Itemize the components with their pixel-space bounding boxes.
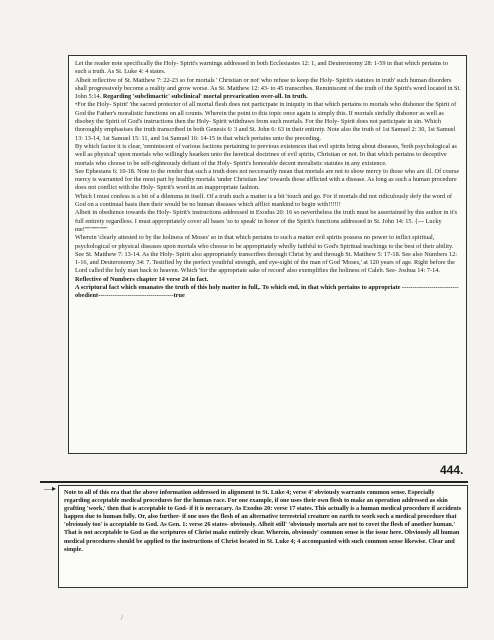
- footnote-text: Note to all of this era that the above information addressed in alignment to St. Luke 4; verse 4' obviously warrants common sense. Especially regarding acceptable medical procedures for the human race. For one example, if one uses their own flesh to make an operation addressed as skin grafting 'work,' then that is acceptable to God- if it is neccacary. As Exodus 20: verse 17 states. This actually is a human medical procedure if accidents happen due to human folly. Or, also further- if one uses the flesh of an alternative terrestrial creature on earth to work such a medical procedure that 'obviously too' is acceptable to God. As Gen. 1: verse 26 states- obviously. Albeit still' 'obviously mortals are not to covet the flesh of another human.' That is not acceptable to God as the scriptures of Christ make entirely clear. Wherein, obviously' common sense is the issue here. Obviously all human medical procedures should be applied to the instructions of Christ located in St. Luke 4; 4 accompanied with such common sense likewise. Clear and simple.: [64, 489, 462, 553]
- footnote-arrow-icon: —▸: [44, 484, 57, 493]
- footnote-rule: [40, 481, 468, 483]
- paragraph-3: •For the Holy- Spirit' 'the sacred protector of all mortal flesh does not participate in iniquity in that which pertains to mortals who dishonor the Spirit of God the Father's moralistic functions on all counts. Wherein the point to this topic once again is simply this. If mortals sinfully dishonor as well as disobey the Spirit of God's instructions then the Holy- Spirit withdraws from such mortals. For the Holy- Spirit does not participate in sin. Which thoroughly emphasises the truth transcribed in both Genesis 6: 3 and St. John 6: 63 in their entirety. Note also the truth of 1st Samuel 2: 30, 1st Samuel 13: 13-14, 1st Samuel 15: 11, and 1st Samuel 16: 14-15 in that which pertains unto the preceding.: [75, 101, 457, 142]
- paragraph-4: By which factor it is clear, 'reminiscent of various factions pertaining to previous existences that evil spirits bring about diseases, 'both psychological as well as physical' upon mortals who willingly hearken unto the heretical doctrines of evil spirits, Christian or not. In that which pertains to deceptive mortals who choose to be self-righteously defiant of the Holy- Spirit's honorable decent moralistic statutes in any existence.: [75, 142, 457, 167]
- paragraph-6: Which I must confess is a bit of a dilemma in itself. Of a truth such a matter is a bit 'touch and go. For if mortals did not ridiculously defy the word of God on a continual basis then their would be no human diseases which afflict mankind to begin with!!!!!!: [75, 192, 452, 209]
- paragraph-8: Wherein 'clearly attested to by the holiness of Moses' so in that which pertains to such a matter evil spirits possess no power to inflict spiritual, psychological or physical diseases upon mortals who choose to be appropriately wholly faithful to God's Spiritual teachings to the best of their ability.: [75, 234, 454, 250]
- footnote-box: [58, 485, 468, 588]
- main-text-box: [68, 55, 467, 454]
- paragraph-5: See Ephesians 6: 10-18. Note to the render that such a truth does not neccesarily mean that mortals are not to show mercy to those who are ill. Of course mercy is warranted for the most part by healthy mortals 'under Christian law' towards those afflicted with a disease. As long as such a human procedure does not conflict with the Holy- Spirit's word in an inappropriate fashion.: [75, 167, 460, 192]
- paragraph-7: Albeit in obedience towards the Holy- Spirit's instructions addressed in Exodus 20: 16 so nevertheless the truth must be assertained by this author in it's full entirety regardless. I must appropriately cover all bases 'so to speak' in honor of the Spirit's functions addressed in St. John 14: 15. {--- Lucky me!'''''''''''''''''''': [75, 209, 458, 233]
- paragraph-9: See St. Matthew 7: 13-14. As the Holy- Spirit also appropriately transcribes through Christ by and through St. Matthew 5: 17-18. See also Numbers 12: 1-16, and Deuteronomy 34: 7. Testified by the perfect youthful strength, and eye-sight of the man of God 'Moses,' at 120 years of age. Right before the Lord called the holy man back to heaven. Which 'for the appropriate sake of record' also exemplifies the holiness of Caleb. See- Joshua 14: 7-14. Reflective of Numbers chapter 14 verse 24 in fact.: [75, 250, 457, 283]
- stray-mark: /: [121, 614, 123, 622]
- paragraph-10: A scriptural fact which emanates the truth of this holy matter in full,. To which end, in that which pertains to appropriate ---------------------------obedient------------------------------------true: [75, 284, 459, 300]
- paragraph-1: Let the reader note specifically the Holy- Spirit's warnings addressed in both Ecclesiastes 12: 1, and Deuteronomy 28: 1-59 in that which pertains to such a truth. As St. Luke 4: 4 states.: [75, 60, 448, 76]
- paragraph-9-heading: Reflective of Numbers chapter 14 verse 24 in fact.: [75, 275, 209, 283]
- paragraph-2-heading: Regarding 'subclimactic' subclinical' mortal prevarication over-all. In truth.: [102, 93, 308, 101]
- page-number: 444.: [440, 463, 464, 477]
- paragraph-2: Albeit reflective of St. Matthew 7: 22-23 so for mortals ' Christian or not' who refuse to keep the Holy- Spirit's statutes in truth' such human disorders shall progressively become a reality and grow worse. As St. Matthew 12: 43- to 45 transcribes. Reminiscent of the truth of the Spirit's word located in St. John 5:14. Regarding 'subclimactic' subclinical' mortal prevarication over-all. In truth.: [75, 76, 461, 101]
